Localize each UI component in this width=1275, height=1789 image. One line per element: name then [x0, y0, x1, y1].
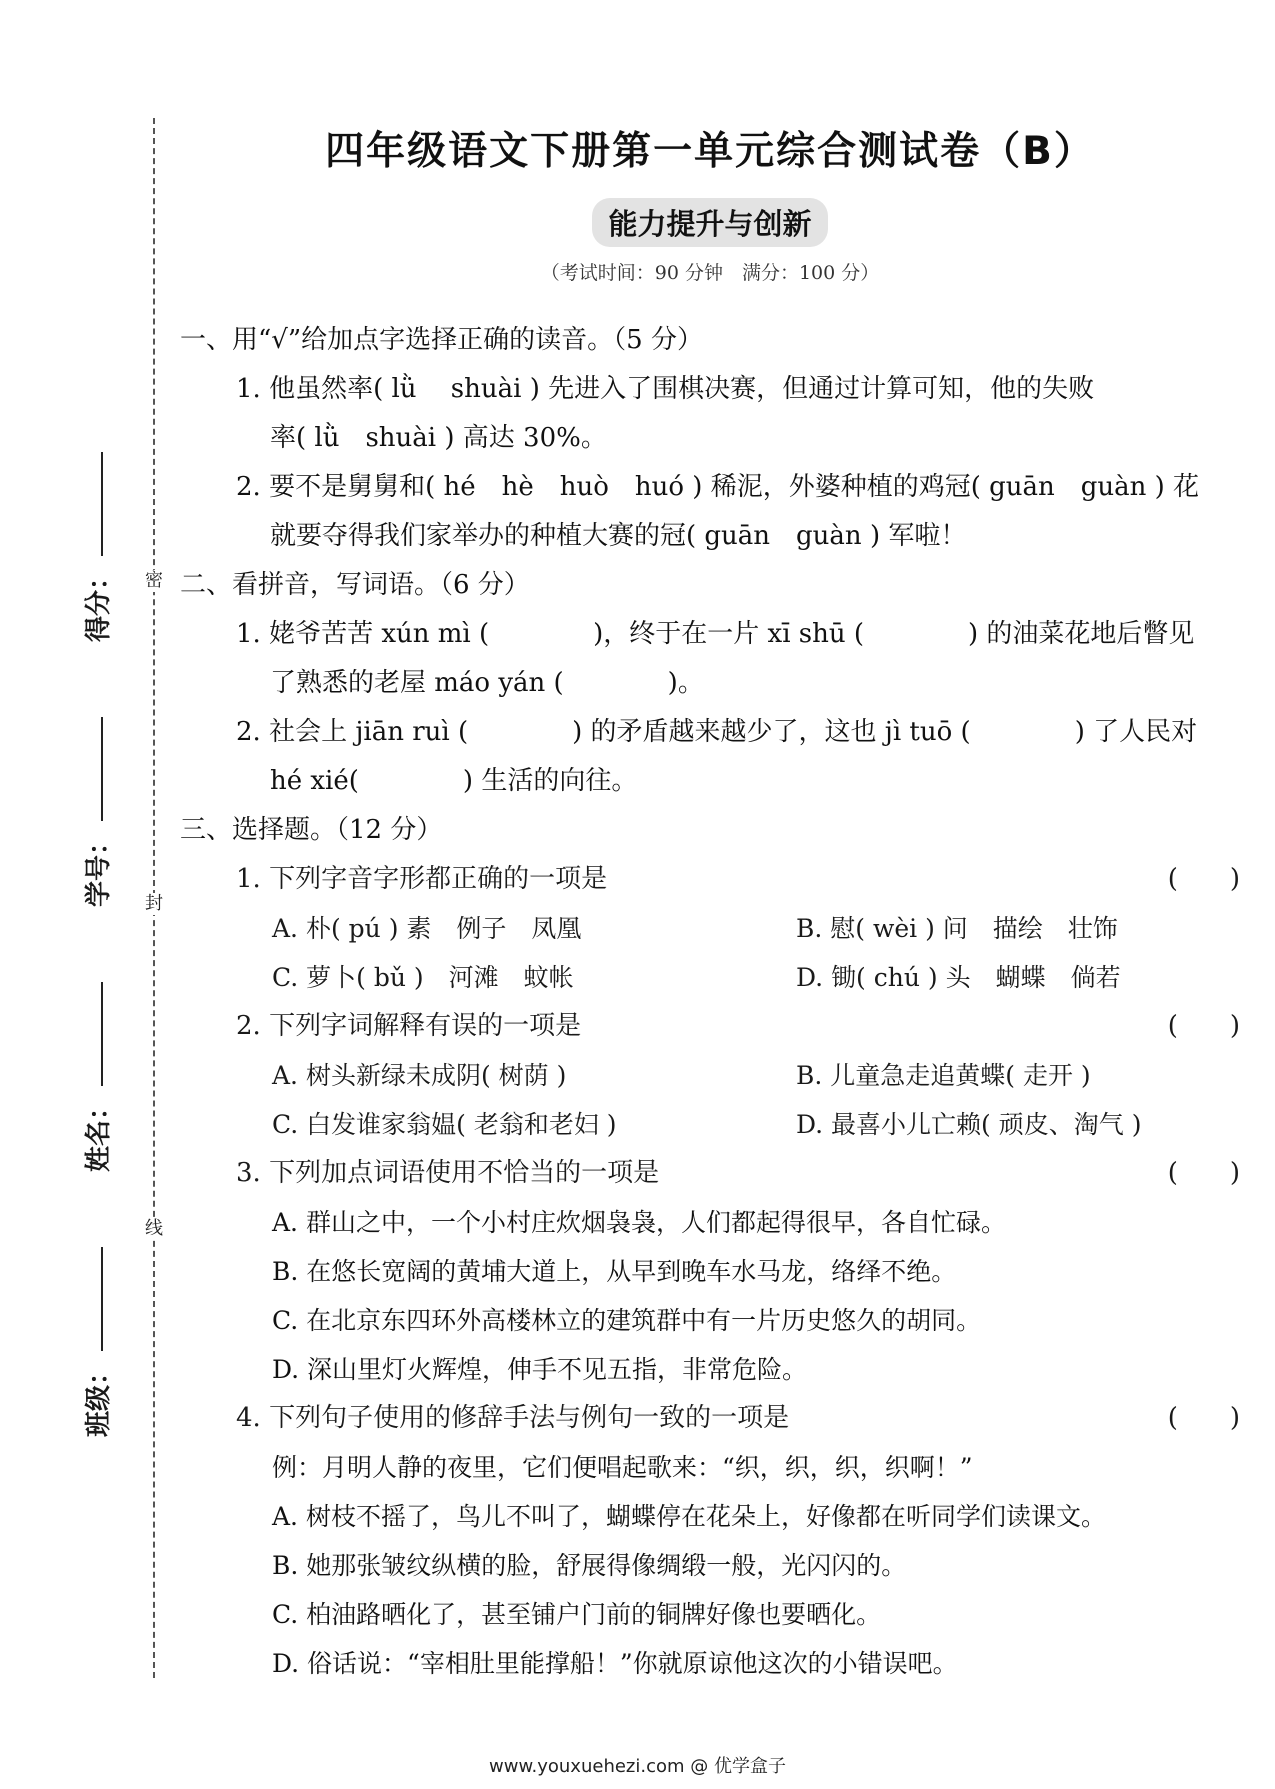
student-id-label: 学号：: [83, 828, 114, 907]
name-label: 姓名：: [83, 1093, 114, 1172]
q2-option-c: C. 白发谁家翁媪( 老翁和老妇 ): [272, 1110, 617, 1139]
class-field[interactable]: [76, 1247, 116, 1437]
q1-option-d: D. 锄( chú ) 头 蝴蝶 倘若: [796, 963, 1121, 992]
score-label: 得分：: [83, 563, 114, 642]
q1-answer-paren[interactable]: ( ): [1167, 864, 1240, 894]
q2-answer-paren[interactable]: ( ): [1167, 1011, 1240, 1041]
page-title: 四年级语文下册第一单元综合测试卷（B）: [325, 129, 1095, 174]
q4-example: 例：月明人静的夜里，它们便唱起歌来：“织，织，织，织啊！”: [272, 1453, 973, 1482]
q3-option-a: A. 群山之中，一个小村庄炊烟袅袅，人们都起得很早，各自忙碌。: [272, 1208, 1006, 1237]
score-blank[interactable]: [101, 452, 103, 556]
q4-option-d: D. 俗话说：“宰相肚里能撑船！”你就原谅他这次的小错误吧。: [272, 1649, 958, 1678]
s1-line-4: 就要夺得我们家举办的种植大赛的冠( guān guàn ) 军啦！: [270, 521, 967, 551]
s1-line-1: 1. 他虽然率( lǜ shuài ) 先进入了围棋决赛，但通过计算可知，他的失败: [236, 374, 1095, 404]
q3-option-b: B. 在悠长宽阔的黄埔大道上，从早到晚车水马龙，络绎不绝。: [272, 1257, 957, 1286]
q2-option-d: D. 最喜小儿亡赖( 顽皮、淘气 ): [796, 1110, 1142, 1139]
q3-option-d: D. 深山里灯火辉煌，伸手不见五指，非常危险。: [272, 1355, 808, 1384]
question-content: [180, 316, 1240, 1688]
q2-option-b: B. 儿童急走追黄蝶( 走开 ): [796, 1061, 1091, 1090]
q1-options-row-2: [180, 953, 1240, 1002]
q1-option-b: B. 慰( wèi ) 问 描绘 壮饰: [796, 914, 1118, 943]
cut-mark-feng: 封: [145, 893, 163, 914]
class-label: 班级：: [83, 1358, 114, 1437]
s2-line-4: hé xié( ) 生活的向往。: [270, 766, 638, 796]
name-field[interactable]: [76, 982, 116, 1172]
score-field[interactable]: [76, 452, 116, 642]
exam-info: （考试时间：90 分钟 满分：100 分）: [540, 262, 880, 284]
footer-watermark: www.youxuehezi.com @ 优学盒子: [489, 1756, 786, 1777]
q2-option-a: A. 树头新绿未成阴( 树荫 ): [272, 1061, 567, 1090]
binding-margin: [0, 0, 170, 1789]
q3-option-c: C. 在北京东四环外高楼林立的建筑群中有一片历史悠久的胡同。: [272, 1306, 982, 1335]
cut-mark-xian: 线: [145, 1218, 163, 1239]
section-3-heading: 三、选择题。（12 分）: [180, 815, 443, 845]
cut-mark-mi: 密: [145, 570, 163, 591]
student-id-field[interactable]: [76, 717, 116, 907]
s2-line-1: 1. 姥爷苦苦 xún mì ( )，终于在一片 xī shū ( ) 的油菜花地后瞥见: [236, 619, 1195, 649]
q4-answer-paren[interactable]: ( ): [1167, 1403, 1240, 1433]
s2-line-2: 了熟悉的老屋 máo yán ( )。: [270, 668, 704, 698]
q2-options-row-2: [180, 1100, 1240, 1149]
q2-stem-text: 2. 下列字词解释有误的一项是: [236, 1011, 582, 1041]
section-2-heading: 二、看拼音，写词语。（6 分）: [180, 570, 530, 600]
s1-line-3: 2. 要不是舅舅和( hé hè huò huó ) 稀泥，外婆种植的鸡冠( guān guàn ) 花: [236, 472, 1200, 502]
q1-option-c: C. 萝卜( bǔ ) 河滩 蚊帐: [272, 963, 574, 992]
student-id-blank[interactable]: [101, 717, 103, 821]
q1-stem: [180, 855, 1240, 904]
q4-stem: [180, 1394, 1240, 1443]
q4-option-b: B. 她那张皱纹纵横的脸，舒展得像绸缎一般，光闪闪的。: [272, 1551, 907, 1580]
q1-options-row-1: [180, 904, 1240, 953]
q2-options-row-1: [180, 1051, 1240, 1100]
subtitle-badge: 能力提升与创新: [592, 198, 827, 247]
q1-stem-text: 1. 下列字音字形都正确的一项是: [236, 864, 608, 894]
q3-stem: [180, 1149, 1240, 1198]
s2-line-3: 2. 社会上 jiān ruì ( ) 的矛盾越来越少了，这也 jì tuō ( ) 了人民对: [236, 717, 1198, 747]
q3-answer-paren[interactable]: ( ): [1167, 1158, 1240, 1188]
q2-stem: [180, 1002, 1240, 1051]
s1-line-2: 率( lǜ shuài ) 高达 30%。: [270, 423, 607, 453]
q1-option-a: A. 朴( pú ) 素 例子 凤凰: [272, 914, 582, 943]
q3-stem-text: 3. 下列加点词语使用不恰当的一项是: [236, 1158, 660, 1188]
class-blank[interactable]: [101, 1247, 103, 1351]
name-blank[interactable]: [101, 982, 103, 1086]
q4-stem-text: 4. 下列句子使用的修辞手法与例句一致的一项是: [236, 1403, 790, 1433]
section-1-heading: 一、用“√”给加点字选择正确的读音。（5 分）: [180, 325, 703, 355]
q4-option-a: A. 树枝不摇了，鸟儿不叫了，蝴蝶停在花朵上，好像都在听同学们读课文。: [272, 1502, 1106, 1531]
q4-option-c: C. 柏油路晒化了，甚至铺户门前的铜牌好像也要晒化。: [272, 1600, 882, 1629]
